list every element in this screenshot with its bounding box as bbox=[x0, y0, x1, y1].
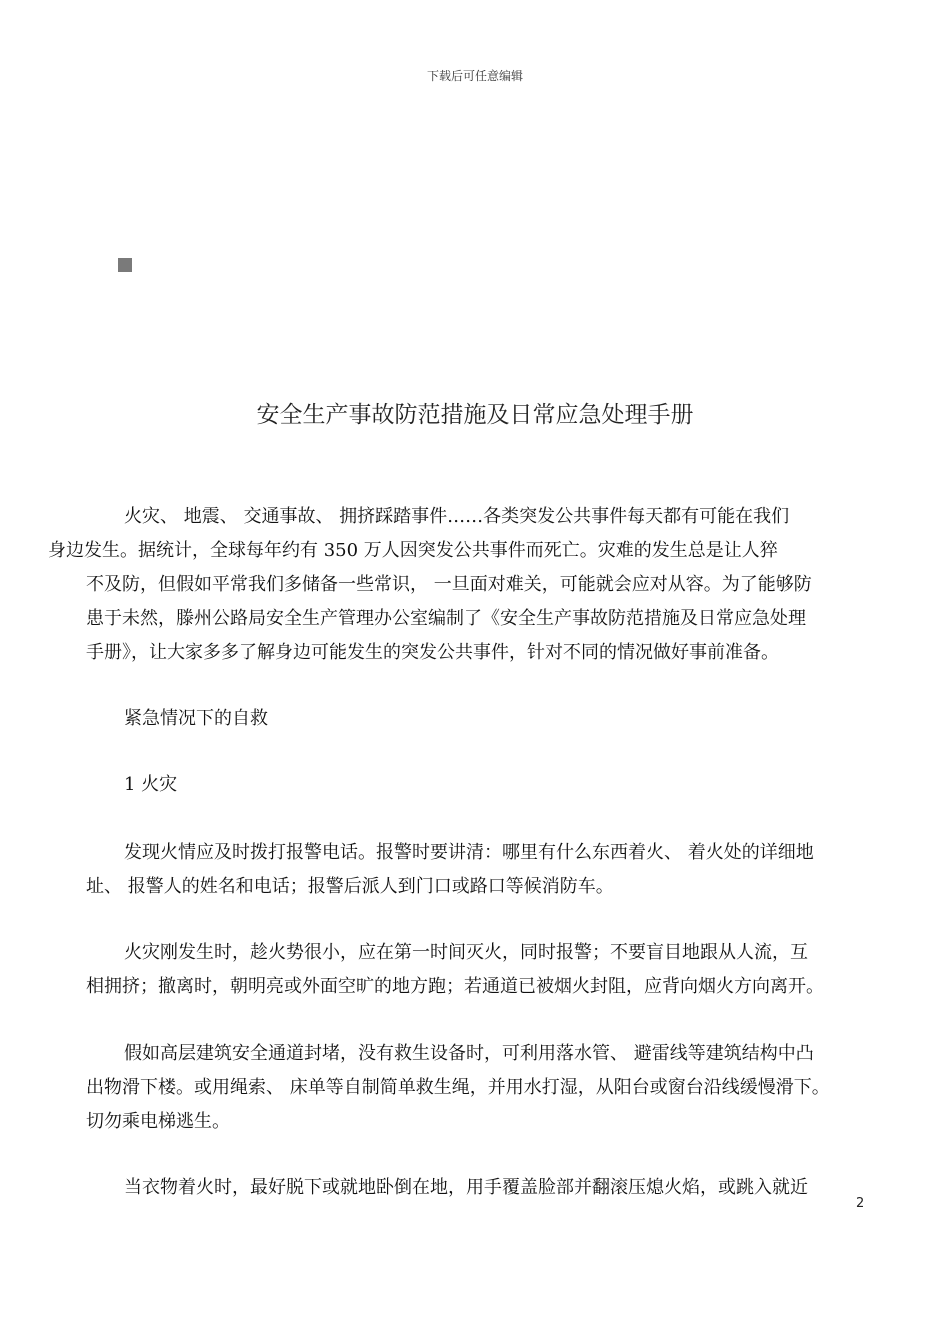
intro-line: 火灾、 地震、 交通事故、 拥挤踩踏事件……各类突发公共事件每天都有可能在我们 bbox=[124, 506, 790, 527]
fire-paragraph-clothing bbox=[86, 1171, 876, 1205]
paragraph-line: 火灾刚发生时，趁火势很小，应在第一时间灭火，同时报警；不要盲目地跟从人流，互 bbox=[124, 942, 808, 963]
fire-paragraph-escape bbox=[86, 936, 876, 1004]
fire-paragraph-report bbox=[86, 836, 876, 904]
paragraph-line: 当衣物着火时，最好脱下或就地卧倒在地，用手覆盖脸部并翻滚压熄火焰，或跳入就近 bbox=[124, 1177, 808, 1198]
page-number: 2 bbox=[856, 1196, 865, 1211]
intro-paragraph bbox=[48, 500, 876, 670]
intro-line: 患于未然，滕州公路局安全生产管理办公室编制了《安全生产事故防范措施及日常应急处理 bbox=[86, 608, 806, 629]
paragraph-line: 出物滑下楼。或用绳索、 床单等自制简单救生绳，并用水打湿，从阳台或窗台沿线缓慢滑下。 bbox=[86, 1077, 830, 1098]
paragraph-line: 切勿乘电梯逃生。 bbox=[86, 1111, 230, 1132]
fire-paragraph-highrise bbox=[86, 1037, 876, 1139]
document-title: 安全生产事故防范措施及日常应急处理手册 bbox=[256, 402, 694, 428]
intro-line: 身边发生。据统计，全球每年约有 350 万人因突发公共事件而死亡。灾难的发生总是让人猝 bbox=[48, 540, 778, 561]
intro-line: 手册》，让大家多多了解身边可能发生的突发公共事件，针对不同的情况做好事前准备。 bbox=[86, 642, 779, 663]
paragraph-line: 假如高层建筑安全通道封堵，没有救生设备时，可利用落水管、 避雷线等建筑结构中凸 bbox=[124, 1043, 814, 1064]
paragraph-line: 址、 报警人的姓名和电话；报警后派人到门口或路口等候消防车。 bbox=[86, 876, 614, 897]
paragraph-line: 发现火情应及时拨打报警电话。报警时要讲清：哪里有什么东西着火、 着火处的详细地 bbox=[124, 842, 814, 863]
header-note: 下载后可任意编辑 bbox=[426, 69, 523, 83]
subsection-heading: 1 火灾 bbox=[124, 774, 178, 795]
paragraph-line: 相拥挤；撤离时，朝明亮或外面空旷的地方跑；若通道已被烟火封阻，应背向烟火方向离开。 bbox=[86, 976, 824, 997]
section-heading: 紧急情况下的自救 bbox=[124, 708, 268, 729]
intro-line: 不及防，但假如平常我们多储备一些常识， 一旦面对难关，可能就会应对从容。为了能够防 bbox=[86, 574, 812, 595]
square-bullet-icon bbox=[118, 258, 132, 272]
